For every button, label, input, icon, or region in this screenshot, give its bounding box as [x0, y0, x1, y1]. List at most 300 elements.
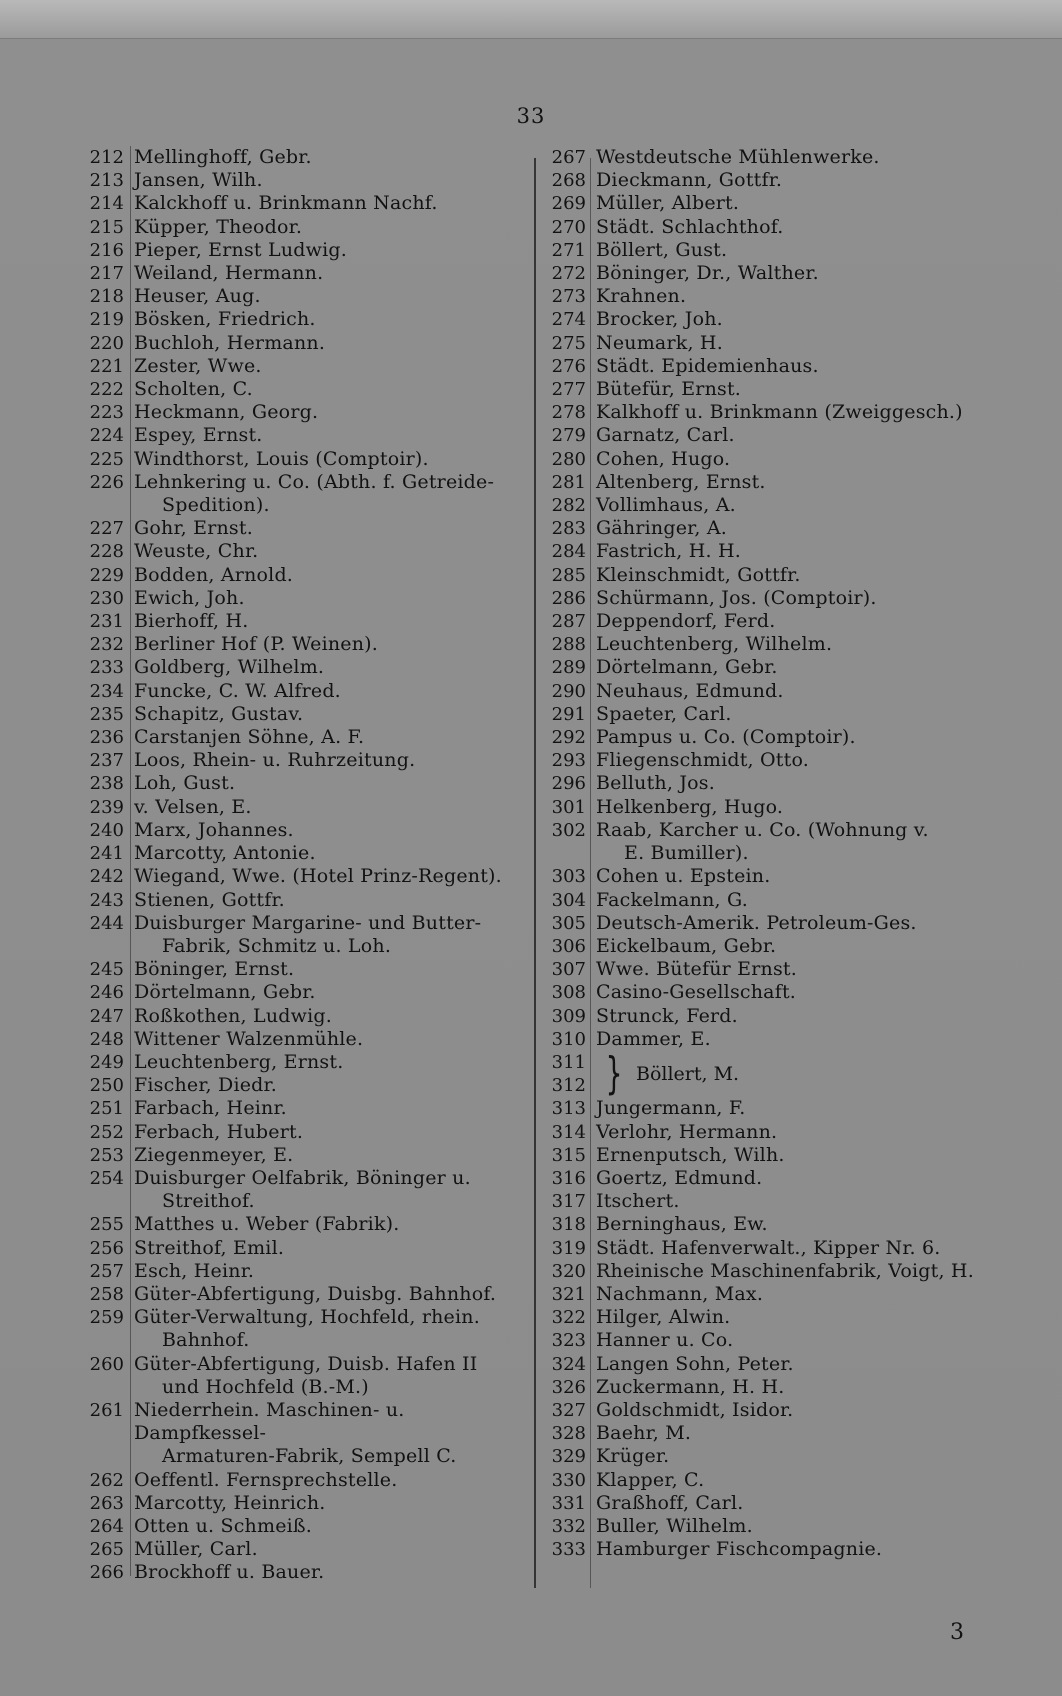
entry-number: 222 — [89, 379, 124, 401]
entry-name — [134, 749, 518, 772]
entry-number: 286 — [551, 587, 586, 609]
entry-name-line: Fackelmann, G. — [596, 888, 748, 911]
entry-name — [596, 285, 978, 308]
entry-number: 220 — [89, 332, 124, 354]
entry-name — [596, 1538, 978, 1561]
entry-number: 242 — [89, 866, 124, 888]
folio-number: 3 — [950, 1620, 964, 1645]
directory-entry — [68, 355, 518, 378]
entry-name — [134, 633, 518, 656]
entry-name-line: Graßhoff, Carl. — [596, 1491, 744, 1514]
directory-entry — [68, 865, 518, 888]
entry-name — [596, 216, 978, 239]
entry-name-line: Gähringer, A. — [596, 517, 727, 540]
entry-name — [134, 1306, 518, 1352]
entry-name-line: Hilger, Alwin. — [596, 1306, 731, 1329]
page-top-edge — [0, 0, 1062, 39]
entry-number: 227 — [89, 518, 124, 540]
directory-entry — [68, 796, 518, 819]
entry-name-line: Marcotty, Heinrich. — [134, 1491, 326, 1514]
entry-name — [596, 796, 978, 819]
directory-entry — [538, 564, 978, 587]
entry-name — [134, 587, 518, 610]
directory-entry — [538, 355, 978, 378]
entry-number: 312 — [551, 1075, 586, 1097]
entry-name — [134, 912, 518, 958]
entry-name — [134, 889, 518, 912]
directory-entry — [68, 981, 518, 1004]
entry-number: 236 — [89, 727, 124, 749]
directory-entry — [68, 424, 518, 447]
entry-number: 259 — [89, 1307, 124, 1329]
entry-name-line: Kleinschmidt, Gottfr. — [596, 563, 801, 586]
entry-name — [596, 262, 978, 285]
right-column-entries-a — [538, 146, 978, 1051]
entry-number: 240 — [89, 819, 124, 841]
entry-name-line: Küpper, Theodor. — [134, 215, 303, 238]
directory-entry — [538, 587, 978, 610]
entry-number: 280 — [551, 448, 586, 470]
entry-name — [134, 656, 518, 679]
entry-name — [134, 1005, 518, 1028]
directory-entry — [68, 216, 518, 239]
directory-entry — [538, 656, 978, 679]
directory-entry — [68, 192, 518, 215]
entry-name — [596, 1422, 978, 1445]
entry-number: 255 — [89, 1214, 124, 1236]
entry-name-line: Jungermann, F. — [596, 1097, 746, 1120]
directory-entry — [538, 169, 978, 192]
entry-name-line: Zester, Wwe. — [134, 354, 262, 377]
brace-entry — [538, 1048, 978, 1100]
entry-name-line: Heuser, Aug. — [134, 285, 261, 308]
entry-name-line: Baehr, M. — [596, 1422, 692, 1445]
directory-entry — [68, 633, 518, 656]
entry-name-line: Fischer, Diedr. — [134, 1074, 277, 1097]
directory-entry — [68, 726, 518, 749]
directory-entry — [538, 1260, 978, 1283]
entry-name — [134, 819, 518, 842]
entry-name — [596, 1190, 978, 1213]
entry-name — [134, 1144, 518, 1167]
entry-number: 288 — [551, 634, 586, 656]
entry-name — [134, 865, 518, 888]
entry-number: 293 — [551, 750, 586, 772]
directory-entry — [68, 169, 518, 192]
entry-name-line: Bütefür, Ernst. — [596, 378, 742, 401]
entry-number: 322 — [551, 1307, 586, 1329]
entry-name-line: Espey, Ernst. — [134, 424, 263, 447]
directory-entry — [68, 912, 518, 958]
directory-entry — [68, 703, 518, 726]
entry-name-line: Städt. Schlachthof. — [596, 215, 784, 238]
entry-name — [596, 726, 978, 749]
entry-number: 270 — [551, 216, 586, 238]
entry-name-line: Wwe. Bütefür Ernst. — [596, 958, 797, 981]
directory-entry — [68, 285, 518, 308]
directory-entry — [538, 1538, 978, 1561]
directory-entry — [68, 889, 518, 912]
entry-name — [134, 146, 518, 169]
entry-name — [134, 285, 518, 308]
entry-number: 238 — [89, 773, 124, 795]
entry-number: 330 — [551, 1469, 586, 1491]
entry-number: 301 — [551, 796, 586, 818]
entry-name-line: Weuste, Chr. — [134, 540, 259, 563]
directory-entry — [68, 1561, 518, 1584]
entry-name — [134, 1353, 518, 1399]
entry-name-line: Esch, Heinr. — [134, 1259, 255, 1282]
entry-number: 253 — [89, 1144, 124, 1166]
entry-number: 226 — [89, 471, 124, 493]
entry-name-line: Städt. Epidemienhaus. — [596, 354, 819, 377]
directory-entry — [68, 1167, 518, 1213]
entry-number: 271 — [551, 239, 586, 261]
entry-name — [134, 1260, 518, 1283]
entry-name — [134, 540, 518, 563]
directory-entry — [538, 146, 978, 169]
entry-name-line: Krüger. — [596, 1445, 670, 1468]
entry-name — [596, 958, 978, 981]
directory-entry — [68, 401, 518, 424]
entry-name — [596, 865, 978, 888]
entry-name-continuation: Fabrik, Schmitz u. Loh. — [162, 934, 392, 957]
entry-name — [596, 1283, 978, 1306]
right-column-entries-b — [538, 1097, 978, 1561]
entry-name — [134, 262, 518, 285]
entry-name — [134, 796, 518, 819]
directory-entry — [68, 146, 518, 169]
entry-name-line: Weiland, Hermann. — [134, 262, 324, 285]
entry-name-line: Berninghaus, Ew. — [596, 1213, 768, 1236]
entry-name-line: Belluth, Jos. — [596, 772, 715, 795]
entry-number: 213 — [89, 170, 124, 192]
directory-entry — [538, 1144, 978, 1167]
entry-number: 313 — [551, 1098, 586, 1120]
entry-name — [596, 703, 978, 726]
entry-name-line: Strunck, Ferd. — [596, 1004, 738, 1027]
entry-name — [596, 633, 978, 656]
entry-name — [134, 448, 518, 471]
entry-name-line: Gohr, Ernst. — [134, 517, 253, 540]
entry-name — [134, 308, 518, 331]
entry-number: 316 — [551, 1167, 586, 1189]
entry-name — [596, 981, 978, 1004]
directory-entry — [68, 1074, 518, 1097]
entry-name — [596, 1144, 978, 1167]
entry-number: 328 — [551, 1423, 586, 1445]
entry-number: 320 — [551, 1260, 586, 1282]
directory-entry — [68, 1492, 518, 1515]
entry-name-line: Wittener Walzenmühle. — [134, 1027, 364, 1050]
entry-name-line: Brocker, Joh. — [596, 308, 723, 331]
directory-entry — [538, 1492, 978, 1515]
entry-number: 268 — [551, 170, 586, 192]
entry-name — [134, 726, 518, 749]
entry-name — [596, 146, 978, 169]
entry-name-line: Westdeutsche Mühlenwerke. — [596, 146, 880, 168]
entry-name — [134, 610, 518, 633]
entry-name-line: Ewich, Joh. — [134, 586, 245, 609]
curly-brace-icon: } — [605, 1048, 623, 1100]
directory-entry — [538, 262, 978, 285]
entry-name — [596, 332, 978, 355]
entry-number: 258 — [89, 1283, 124, 1305]
entry-name-line: Ziegenmeyer, E. — [134, 1143, 294, 1166]
directory-entry — [68, 1028, 518, 1051]
entry-number: 317 — [551, 1191, 586, 1213]
directory-entry — [538, 401, 978, 424]
entry-number: 303 — [551, 866, 586, 888]
entry-name-line: Wiegand, Wwe. (Hotel Prinz-Regent). — [134, 865, 502, 888]
entry-number: 216 — [89, 239, 124, 261]
directory-entry — [68, 1353, 518, 1399]
entry-number: 305 — [551, 912, 586, 934]
entry-name — [134, 1213, 518, 1236]
entry-name-line: Neumark, H. — [596, 331, 723, 354]
entry-name — [596, 749, 978, 772]
directory-entry — [538, 239, 978, 262]
directory-entry — [538, 1329, 978, 1352]
entry-number: 290 — [551, 680, 586, 702]
entry-number: 235 — [89, 703, 124, 725]
entry-number: 311 — [551, 1051, 586, 1073]
entry-name-line: Carstanjen Söhne, A. F. — [134, 726, 365, 749]
entry-number: 289 — [551, 657, 586, 679]
directory-entry — [538, 1005, 978, 1028]
entry-number: 278 — [551, 402, 586, 424]
entry-name — [134, 1515, 518, 1538]
entry-name-line: Klapper, C. — [596, 1468, 705, 1491]
directory-entry — [538, 285, 978, 308]
directory-entry — [538, 819, 978, 865]
center-column-divider — [534, 158, 536, 1588]
entry-number: 229 — [89, 564, 124, 586]
entry-name-line: Bodden, Arnold. — [134, 563, 294, 586]
entry-number: 224 — [89, 425, 124, 447]
entry-name — [596, 1097, 978, 1120]
entry-name — [134, 1492, 518, 1515]
directory-entry — [538, 1515, 978, 1538]
entry-name — [134, 378, 518, 401]
entry-name-line: Loh, Gust. — [134, 772, 236, 795]
entry-number: 319 — [551, 1237, 586, 1259]
entry-name-line: Ferbach, Hubert. — [134, 1120, 304, 1143]
entry-name-line: Raab, Karcher u. Co. (Wohnung v. — [596, 818, 929, 841]
entry-number: 214 — [89, 193, 124, 215]
directory-entry — [538, 216, 978, 239]
entry-number: 221 — [89, 355, 124, 377]
entry-name — [596, 1237, 978, 1260]
entry-name-continuation: und Hochfeld (B.-M.) — [162, 1375, 369, 1398]
entry-number: 282 — [551, 495, 586, 517]
entry-number: 260 — [89, 1353, 124, 1375]
directory-entry — [68, 1515, 518, 1538]
directory-entry — [538, 935, 978, 958]
entry-number: 219 — [89, 309, 124, 331]
directory-entry — [68, 308, 518, 331]
entry-name-line: Loos, Rhein- u. Ruhrzeitung. — [134, 749, 416, 772]
directory-entry — [538, 772, 978, 795]
entry-number: 230 — [89, 587, 124, 609]
directory-entry — [68, 587, 518, 610]
entry-name-line: Scholten, C. — [134, 378, 253, 401]
entry-name — [596, 1353, 978, 1376]
entry-number: 304 — [551, 889, 586, 911]
entry-name — [596, 308, 978, 331]
entry-name-line: Müller, Albert. — [596, 192, 740, 215]
entry-number: 308 — [551, 982, 586, 1004]
entry-number: 249 — [89, 1051, 124, 1073]
entry-name — [134, 332, 518, 355]
directory-entry — [68, 378, 518, 401]
entry-number: 263 — [89, 1492, 124, 1514]
directory-entry — [68, 239, 518, 262]
directory-entry — [538, 912, 978, 935]
entry-name — [596, 1260, 978, 1283]
entry-name — [596, 610, 978, 633]
entry-name-line: Schürmann, Jos. (Comptoir). — [596, 586, 877, 609]
entry-name-continuation: Streithof. — [162, 1190, 255, 1213]
entry-name — [134, 401, 518, 424]
entry-number: 329 — [551, 1446, 586, 1468]
entry-name-line: Städt. Hafenverwalt., Kipper Nr. 6. — [596, 1236, 941, 1259]
entry-name-line: Kalkhoff u. Brinkmann (Zweiggesch.) — [596, 401, 963, 424]
entry-name-line: Müller, Carl. — [134, 1538, 258, 1561]
directory-entry — [68, 564, 518, 587]
brace-entry-numbers — [538, 1051, 596, 1097]
directory-entry — [68, 1144, 518, 1167]
entry-number: 315 — [551, 1144, 586, 1166]
entry-name — [596, 1028, 978, 1051]
entry-number: 296 — [551, 773, 586, 795]
entry-number: 269 — [551, 193, 586, 215]
directory-entry — [538, 1028, 978, 1051]
entry-name-line: Ernenputsch, Wilh. — [596, 1143, 785, 1166]
entry-number: 251 — [89, 1098, 124, 1120]
entry-number: 292 — [551, 727, 586, 749]
entry-name-continuation: Armaturen-Fabrik, Sempell C. — [162, 1445, 457, 1468]
entry-number: 266 — [89, 1562, 124, 1584]
entry-number: 331 — [551, 1492, 586, 1514]
entry-name — [596, 1399, 978, 1422]
directory-entry — [538, 1213, 978, 1236]
entry-name-line: Hanner u. Co. — [596, 1329, 734, 1352]
entry-name-line: Rheinische Maschinenfabrik, Voigt, H. — [596, 1259, 974, 1282]
entry-number: 239 — [89, 796, 124, 818]
entry-number: 243 — [89, 889, 124, 911]
entry-name-line: Krahnen. — [596, 285, 687, 308]
entry-name-line: Dammer, E. — [596, 1027, 711, 1050]
right-column — [538, 146, 978, 1561]
entry-name-line: Bösken, Friedrich. — [134, 308, 316, 331]
directory-entry — [538, 610, 978, 633]
page-number: 33 — [516, 104, 546, 128]
entry-number: 247 — [89, 1005, 124, 1027]
directory-entry — [538, 1399, 978, 1422]
directory-entry — [538, 1167, 978, 1190]
entry-name — [134, 1399, 518, 1469]
entry-name-line: Streithof, Emil. — [134, 1236, 285, 1259]
directory-entry — [538, 308, 978, 331]
entry-name-line: Pampus u. Co. (Comptoir). — [596, 726, 856, 749]
entry-name — [134, 1051, 518, 1074]
entry-name-line: Roßkothen, Ludwig. — [134, 1004, 332, 1027]
entry-number: 324 — [551, 1353, 586, 1375]
entry-number: 232 — [89, 634, 124, 656]
entry-name — [596, 680, 978, 703]
entry-name — [596, 378, 978, 401]
entry-name-continuation: Bahnhof. — [162, 1329, 250, 1352]
directory-entry — [538, 1097, 978, 1120]
directory-entry — [538, 796, 978, 819]
entry-name — [134, 192, 518, 215]
entry-name-line: Garnatz, Carl. — [596, 424, 735, 447]
entry-number: 225 — [89, 448, 124, 470]
entry-name-line: Oeffentl. Fernsprechstelle. — [134, 1468, 398, 1491]
entry-name-continuation: E. Bumiller). — [624, 842, 749, 865]
entry-name-line: Stienen, Gottfr. — [134, 888, 285, 911]
entry-name — [134, 1283, 518, 1306]
directory-entry — [538, 1121, 978, 1144]
entry-name — [596, 1167, 978, 1190]
directory-entry — [538, 332, 978, 355]
entry-name — [134, 842, 518, 865]
entry-name-line: Mellinghoff, Gebr. — [134, 146, 312, 168]
entry-name-line: Zuckermann, H. H. — [596, 1375, 785, 1398]
directory-entry — [68, 610, 518, 633]
entry-number: 250 — [89, 1075, 124, 1097]
directory-entry — [68, 471, 518, 517]
entry-name-line: Windthorst, Louis (Comptoir). — [134, 447, 429, 470]
entry-name — [596, 169, 978, 192]
directory-entry — [538, 424, 978, 447]
entry-number: 254 — [89, 1167, 124, 1189]
entry-name-line: Eickelbaum, Gebr. — [596, 934, 777, 957]
entry-name-line: Schapitz, Gustav. — [134, 702, 304, 725]
entry-number: 279 — [551, 425, 586, 447]
directory-entry — [538, 192, 978, 215]
entry-name-line: Goertz, Edmund. — [596, 1166, 763, 1189]
directory-entry — [538, 865, 978, 888]
entry-number: 287 — [551, 611, 586, 633]
directory-entry — [538, 1445, 978, 1468]
entry-name-line: Goldberg, Wilhelm. — [134, 656, 325, 679]
entry-number: 333 — [551, 1539, 586, 1561]
entry-number: 223 — [89, 402, 124, 424]
entry-number: 309 — [551, 1005, 586, 1027]
directory-entry — [68, 958, 518, 981]
entry-name-line: Niederrhein. Maschinen- u. Dampfkessel- — [134, 1398, 405, 1445]
entry-name-line: Buller, Wilhelm. — [596, 1514, 753, 1537]
entry-name-line: Güter-Abfertigung, Duisb. Hafen II — [134, 1352, 478, 1375]
entry-name — [596, 1515, 978, 1538]
directory-entry — [68, 819, 518, 842]
entry-name — [134, 1237, 518, 1260]
entry-number: 310 — [551, 1028, 586, 1050]
entry-name — [596, 540, 978, 563]
directory-entry — [538, 889, 978, 912]
entry-name-continuation: Spedition). — [162, 494, 270, 517]
entry-name-line: Güter-Verwaltung, Hochfeld, rhein. — [134, 1306, 480, 1329]
entry-name — [134, 239, 518, 262]
directory-entry — [68, 262, 518, 285]
directory-entry — [68, 680, 518, 703]
entry-number: 264 — [89, 1515, 124, 1537]
entry-number: 265 — [89, 1539, 124, 1561]
entry-name — [134, 471, 518, 517]
entry-number: 285 — [551, 564, 586, 586]
